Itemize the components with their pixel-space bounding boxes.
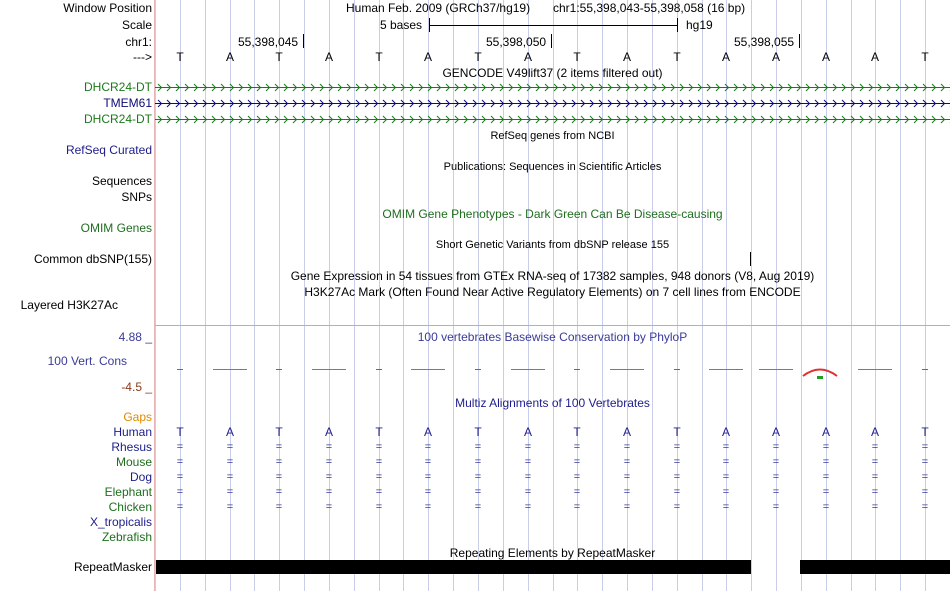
elephant-match-mark: = <box>573 486 581 498</box>
mouse-match-mark: = <box>524 456 532 468</box>
dog-match-mark: = <box>623 471 631 483</box>
dog-match-mark: = <box>424 471 432 483</box>
chicken-match-mark: = <box>921 501 929 513</box>
omim-genes-label[interactable]: OMIM Genes <box>80 221 152 235</box>
mouse-match-mark: = <box>722 456 730 468</box>
elephant-match-mark: = <box>722 486 730 498</box>
species-label-mouse[interactable]: Mouse <box>115 455 152 469</box>
phylop-peak <box>800 366 840 382</box>
human-base-letter: T <box>921 425 929 439</box>
mouse-match-mark: = <box>673 456 681 468</box>
coord-label-1: 55,398,045 <box>238 35 299 49</box>
elephant-match-mark: = <box>226 486 234 498</box>
gene-tmem61[interactable] <box>155 97 950 110</box>
gene-dhcr24-dt-1[interactable] <box>155 81 950 94</box>
rhesus-match-mark: = <box>772 441 780 453</box>
elephant-match-mark: = <box>871 486 879 498</box>
phylop-score-mark <box>759 369 793 370</box>
gene-label-tmem61[interactable]: TMEM61 <box>103 96 152 110</box>
base-letter: A <box>622 50 631 64</box>
rhesus-match-mark: = <box>325 441 333 453</box>
chicken-match-mark: = <box>772 501 780 513</box>
chicken-match-mark: = <box>673 501 681 513</box>
repeatmasker-label[interactable]: RepeatMasker <box>73 560 152 574</box>
dbsnp-variant-tick[interactable] <box>750 252 751 266</box>
chicken-match-mark: = <box>176 501 184 513</box>
refseq-curated-label[interactable]: RefSeq Curated <box>65 143 152 157</box>
rhesus-match-mark: = <box>822 441 830 453</box>
mouse-match-mark: = <box>772 456 780 468</box>
dog-match-mark: = <box>772 471 780 483</box>
dog-match-mark: = <box>871 471 879 483</box>
rhesus-match-mark: = <box>722 441 730 453</box>
base-letter: A <box>721 50 730 64</box>
chicken-match-mark: = <box>424 501 432 513</box>
mouse-match-mark: = <box>325 456 333 468</box>
base-letter: A <box>523 50 532 64</box>
coord-tick-1 <box>303 34 304 48</box>
snps-label[interactable]: SNPs <box>121 190 152 204</box>
gaps-label[interactable]: Gaps <box>123 410 152 424</box>
common-dbsnp-label[interactable]: Common dbSNP(155) <box>33 252 152 266</box>
species-label-rhesus[interactable]: Rhesus <box>111 440 152 454</box>
base-letter: A <box>821 50 830 64</box>
chicken-match-mark: = <box>573 501 581 513</box>
dog-match-mark: = <box>524 471 532 483</box>
dog-match-mark: = <box>673 471 681 483</box>
elephant-match-mark: = <box>176 486 184 498</box>
assembly-title: Human Feb. 2009 (GRCh37/hg19) <box>346 1 531 15</box>
scale-db-label: hg19 <box>686 18 713 32</box>
phylop-score-mark <box>376 369 382 370</box>
dog-match-mark: = <box>474 471 482 483</box>
phylop-min-label: -4.5 _ <box>121 380 152 394</box>
elephant-match-mark: = <box>673 486 681 498</box>
chicken-match-mark: = <box>822 501 830 513</box>
rhesus-match-mark: = <box>524 441 532 453</box>
species-label-zebrafish[interactable]: Zebrafish <box>101 530 152 544</box>
dog-match-mark: = <box>822 471 830 483</box>
mouse-match-mark: = <box>226 456 234 468</box>
repeatmasker-track-title: Repeating Elements by RepeatMasker <box>449 546 656 560</box>
mouse-match-mark: = <box>871 456 879 468</box>
base-letter: A <box>771 50 780 64</box>
base-letter: T <box>673 50 681 64</box>
species-label-dog[interactable]: Dog <box>129 470 152 484</box>
position-readout: chr1:55,398,043-55,398,058 (16 bp) <box>553 1 746 15</box>
elephant-match-mark: = <box>474 486 482 498</box>
phylop-score-mark <box>858 369 892 370</box>
elephant-match-mark: = <box>375 486 383 498</box>
species-label-human[interactable]: Human <box>113 425 152 439</box>
publications-track-title: Publications: Sequences in Scientific Articles <box>443 161 662 173</box>
mouse-match-mark: = <box>424 456 432 468</box>
chromosome-label: chr1: <box>125 35 152 49</box>
human-base-letter: A <box>324 425 333 439</box>
phylop-track-title: 100 vertebrates Basewise Conservation by PhyloP <box>417 330 688 344</box>
human-base-letter: A <box>721 425 730 439</box>
base-letter: T <box>375 50 383 64</box>
phylop-score-mark <box>709 369 743 370</box>
rhesus-match-mark: = <box>226 441 234 453</box>
species-label-chicken[interactable]: Chicken <box>108 500 152 514</box>
human-base-letter: T <box>673 425 681 439</box>
track-label-column <box>0 0 154 591</box>
rhesus-match-mark: = <box>871 441 879 453</box>
base-letter: T <box>176 50 184 64</box>
phylop-score-mark <box>213 369 247 370</box>
human-base-letter: A <box>523 425 532 439</box>
chicken-match-mark: = <box>474 501 482 513</box>
chicken-match-mark: = <box>325 501 333 513</box>
layered-h3k27ac-label[interactable]: Layered H3K27Ac <box>20 298 118 312</box>
human-base-letter: A <box>225 425 234 439</box>
base-letter: T <box>573 50 581 64</box>
coord-label-3: 55,398,055 <box>734 35 795 49</box>
gencode-track-title: GENCODE V49lift37 (2 items filtered out) <box>442 66 663 80</box>
scale-bar-text: 5 bases <box>380 18 423 32</box>
human-base-letter: A <box>423 425 432 439</box>
window-position-label: Window Position <box>63 1 152 15</box>
rhesus-match-mark: = <box>673 441 681 453</box>
human-base-letter: T <box>275 425 283 439</box>
chicken-match-mark: = <box>375 501 383 513</box>
mouse-match-mark: = <box>474 456 482 468</box>
base-letter: T <box>921 50 929 64</box>
strand-arrow-label[interactable]: ---> <box>133 50 152 64</box>
chicken-match-mark: = <box>275 501 283 513</box>
phylop-score-mark <box>511 369 545 370</box>
species-label-x-tropicalis[interactable]: X_tropicalis <box>89 515 152 529</box>
gene-dhcr24-dt-2[interactable] <box>155 113 950 126</box>
chicken-match-mark: = <box>722 501 730 513</box>
base-letter: A <box>225 50 234 64</box>
human-base-letter: A <box>870 425 879 439</box>
base-letter: T <box>275 50 283 64</box>
mouse-match-mark: = <box>573 456 581 468</box>
multiz-track-title: Multiz Alignments of 100 Vertebrates <box>455 396 650 410</box>
scale-label: Scale <box>121 18 152 32</box>
repeat-element-1[interactable] <box>156 560 751 574</box>
mouse-match-mark: = <box>822 456 830 468</box>
dog-match-mark: = <box>722 471 730 483</box>
gene-label-dhcr24-dt-1[interactable]: DHCR24-DT <box>83 80 152 94</box>
repeat-element-2[interactable] <box>800 560 950 574</box>
human-base-letter: A <box>622 425 631 439</box>
mouse-match-mark: = <box>623 456 631 468</box>
base-letter: A <box>870 50 879 64</box>
phylop-score-mark <box>411 369 445 370</box>
gene-label-dhcr24-dt-2[interactable]: DHCR24-DT <box>83 112 152 126</box>
rhesus-match-mark: = <box>573 441 581 453</box>
rhesus-match-mark: = <box>474 441 482 453</box>
species-label-elephant[interactable]: Elephant <box>104 485 152 499</box>
browser-track-image[interactable] <box>155 0 950 591</box>
rhesus-match-mark: = <box>424 441 432 453</box>
rhesus-match-mark: = <box>921 441 929 453</box>
phylop-score-mark <box>574 369 580 370</box>
mouse-match-mark: = <box>375 456 383 468</box>
base-letter: A <box>324 50 333 64</box>
dog-match-mark: = <box>275 471 283 483</box>
human-base-letter: A <box>821 425 830 439</box>
coord-tick-2 <box>551 34 552 48</box>
phylop-score-mark <box>922 369 928 370</box>
elephant-match-mark: = <box>772 486 780 498</box>
sequences-label[interactable]: Sequences <box>91 174 152 188</box>
human-base-letter: T <box>573 425 581 439</box>
human-base-letter: T <box>375 425 383 439</box>
phylop-score-mark <box>276 369 282 370</box>
dog-match-mark: = <box>226 471 234 483</box>
elephant-match-mark: = <box>822 486 830 498</box>
rhesus-match-mark: = <box>375 441 383 453</box>
elephant-match-mark: = <box>275 486 283 498</box>
mouse-match-mark: = <box>275 456 283 468</box>
elephant-match-mark: = <box>325 486 333 498</box>
phylop-score-mark <box>177 369 183 370</box>
rhesus-match-mark: = <box>176 441 184 453</box>
phylop-top-line <box>155 325 950 326</box>
elephant-match-mark: = <box>921 486 929 498</box>
base-letter: A <box>423 50 432 64</box>
coord-label-2: 55,398,050 <box>486 35 547 49</box>
rhesus-match-mark: = <box>623 441 631 453</box>
elephant-match-mark: = <box>623 486 631 498</box>
dog-match-mark: = <box>573 471 581 483</box>
dog-match-mark: = <box>176 471 184 483</box>
phylop-score-mark <box>312 369 346 370</box>
elephant-match-mark: = <box>524 486 532 498</box>
gtex-track-title: Gene Expression in 54 tissues from GTEx RNA-seq of 17382 samples, 948 donors (V8, Aug 2019) <box>290 269 815 283</box>
vert-cons-label[interactable]: 100 Vert. Cons <box>47 354 127 368</box>
mouse-match-mark: = <box>921 456 929 468</box>
phylop-max-label: 4.88 _ <box>118 330 152 344</box>
refseq-track-title: RefSeq genes from NCBI <box>490 130 615 142</box>
h3k27ac-track-title: H3K27Ac Mark (Often Found Near Active Regulatory Elements) on 7 cell lines from ENCODE <box>304 285 801 299</box>
phylop-score-mark <box>610 369 644 370</box>
scale-bar <box>429 18 678 32</box>
dog-match-mark: = <box>325 471 333 483</box>
chicken-match-mark: = <box>226 501 234 513</box>
phylop-score-mark <box>475 369 481 370</box>
base-letter: T <box>474 50 482 64</box>
phylop-score-mark <box>674 369 680 370</box>
dbsnp-track-title: Short Genetic Variants from dbSNP release 155 <box>435 239 670 251</box>
human-base-letter: T <box>474 425 482 439</box>
dog-match-mark: = <box>921 471 929 483</box>
chicken-match-mark: = <box>623 501 631 513</box>
chicken-match-mark: = <box>524 501 532 513</box>
mouse-match-mark: = <box>176 456 184 468</box>
elephant-match-mark: = <box>424 486 432 498</box>
coord-tick-3 <box>799 34 800 48</box>
human-base-letter: T <box>176 425 184 439</box>
human-base-letter: A <box>771 425 780 439</box>
chicken-match-mark: = <box>871 501 879 513</box>
omim-track-title: OMIM Gene Phenotypes - Dark Green Can Be Disease-causing <box>382 207 723 221</box>
rhesus-match-mark: = <box>275 441 283 453</box>
dog-match-mark: = <box>375 471 383 483</box>
